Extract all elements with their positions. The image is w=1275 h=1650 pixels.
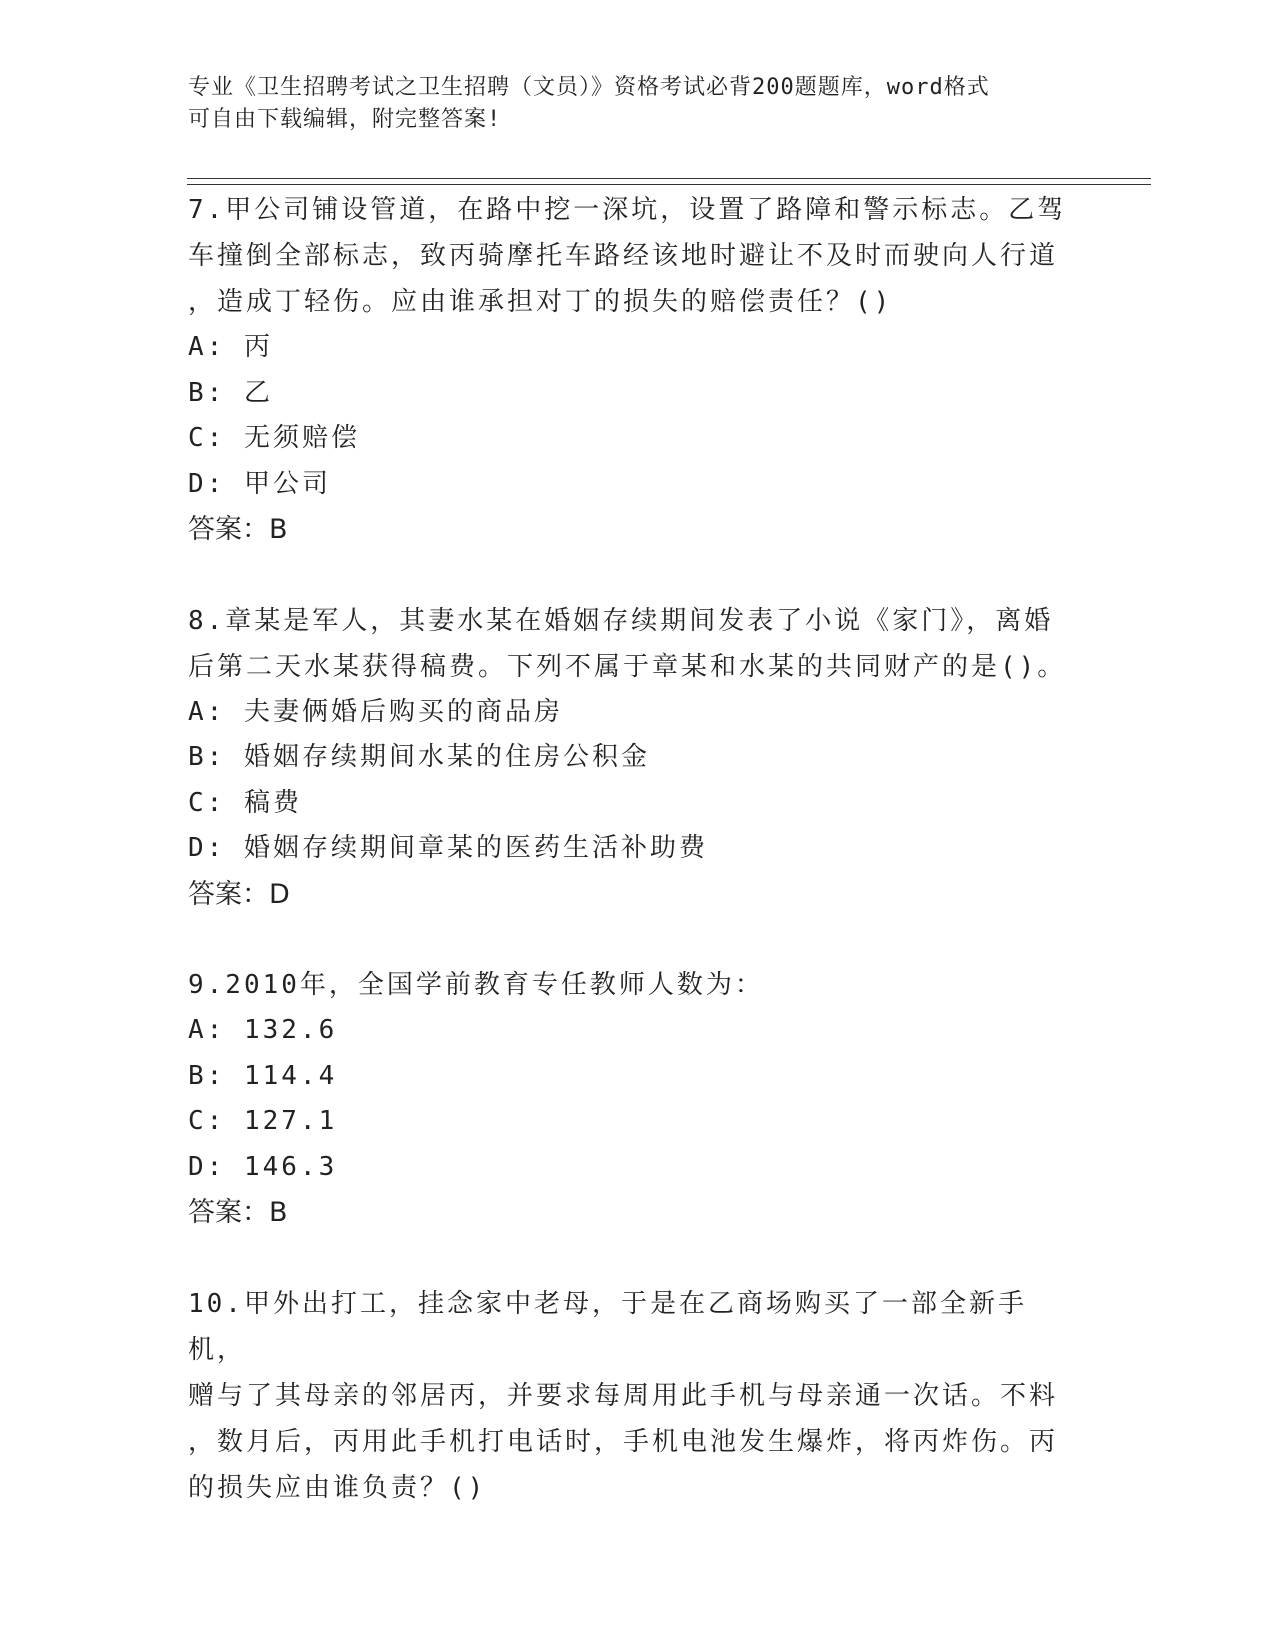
question-text [188,962,1068,1008]
question-line: 赠与了其母亲的邻居丙，并要求每周用此手机与母亲通一次话。不料 [188,1380,1059,1411]
question-line: ，造成丁轻伤。应由谁承担对丁的损失的赔偿责任？() [188,287,893,317]
option-c: C: 127.1 [188,1106,338,1136]
header-line-2: 可自由下载编辑，附完整答案! [188,107,502,132]
question-7 [188,187,1068,553]
header-divider-bottom [187,184,1151,185]
question-text [188,187,1068,325]
answer: 答案：B [188,514,288,545]
answer: 答案：D [188,878,290,910]
question-line: ，数月后，丙用此手机打电话时，手机电池发生爆炸，将丙炸伤。丙 [188,1426,1059,1457]
option-c: C: 稿费 [188,787,302,818]
question-line: 7.甲公司铺设管道，在路中挖一深坑，设置了路障和警示标志。乙驾 [188,195,1067,225]
option-d: D: 146.3 [188,1151,338,1182]
option-a: A: 丙 [188,332,273,362]
option-d: D: 甲公司 [188,468,331,499]
document-header [188,72,1068,136]
option-a: A: 夫妻俩婚后购买的商品房 [188,696,563,727]
option-b: B: 114.4 [188,1060,338,1091]
question-9 [188,962,1068,1236]
option-b: B: 乙 [188,377,273,408]
option-d: D: 婚姻存续期间章某的医药生活补助费 [188,833,708,863]
question-10 [188,1281,1068,1511]
header-line-1: 专业《卫生招聘考试之卫生招聘（文员）》资格考试必背200题题库，word格式 [188,75,990,100]
question-8 [188,598,1068,918]
answer: 答案：B [188,1197,288,1228]
option-b: B: 婚姻存续期间水某的住房公积金 [188,742,650,772]
question-line: 车撞倒全部标志，致丙骑摩托车路经该地时避让不及时而驶向人行道 [188,241,1059,271]
option-a: A: 132.6 [188,1015,338,1045]
question-line: 9.2010年，全国学前教育专任教师人数为： [188,970,764,1000]
question-line: 后第二天水某获得稿费。下列不属于章某和水某的共同财产的是()。 [188,651,1067,682]
question-text [188,1281,1068,1511]
question-line: 10.甲外出打工，挂念家中老母，于是在乙商场购买了一部全新手机， [188,1288,1027,1365]
question-text [188,598,1068,690]
header-divider-top [187,178,1151,179]
option-c: C: 无须赔偿 [188,423,360,453]
question-list [188,187,1068,1556]
question-line: 8.章某是军人，其妻水某在婚姻存续期间发表了小说《家门》，离婚 [188,605,1054,636]
question-line: 的损失应由谁负责？() [188,1472,487,1503]
